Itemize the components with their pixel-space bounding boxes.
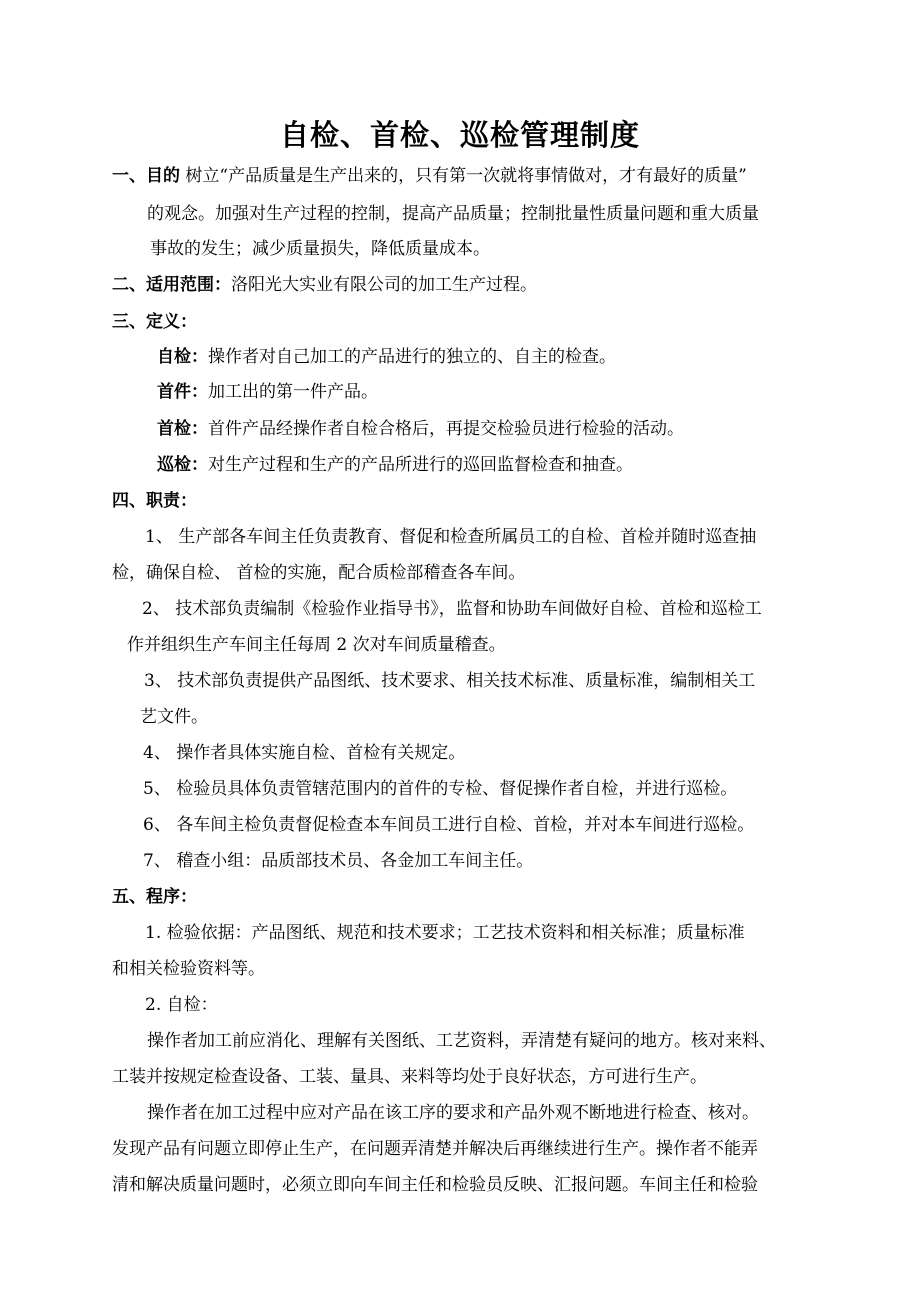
duty-line: 4、 操作者具体实施自检、首检有关规定。 bbox=[143, 743, 466, 763]
definition-text: 操作者对自己加工的产品进行的独立的、自主的检查。 bbox=[208, 347, 616, 367]
section-heading-definitions: 三、定义： bbox=[112, 312, 197, 332]
duty-line: 6、 各车间主检负责督促检查本车间员工进行自检、首检，并对本车间进行巡检。 bbox=[143, 815, 755, 835]
duty-line: 1、 生产部各车间主任负责教育、督促和检查所属员工的自检、首检并随时巡查抽 bbox=[145, 527, 757, 547]
duty-line: 2、 技术部负责编制《检验作业指导书》，监督和协助车间做好自检、首检和巡检工 bbox=[142, 599, 762, 619]
definition-first-check bbox=[157, 418, 684, 440]
scope-text: 洛阳光大实业有限公司的加工生产过程。 bbox=[231, 275, 537, 295]
definition-text: 加工出的第一件产品。 bbox=[208, 382, 378, 402]
purpose-line-2: 的观念。加强对生产过程的控制，提高产品质量；控制批量性质量问题和重大质量 bbox=[147, 204, 759, 224]
procedure-line: 工装并按规定检查设备、工装、量具、来料等均处于良好状态，方可进行生产。 bbox=[112, 1067, 707, 1087]
section-heading-procedure: 五、程序： bbox=[112, 887, 197, 907]
procedure-line: 发现产品有问题立即停止生产，在问题弄清楚并解决后再继续进行生产。操作者不能弄 bbox=[112, 1139, 758, 1159]
section-heading-purpose: 一、目的 bbox=[112, 166, 180, 186]
purpose-line-3: 事故的发生；减少质量损失，降低质量成本。 bbox=[150, 239, 490, 259]
page-title: 自检、首检、巡检管理制度 bbox=[279, 118, 640, 152]
definition-text: 首件产品经操作者自检合格后，再提交检验员进行检验的活动。 bbox=[208, 419, 684, 439]
procedure-line: 1. 检验依据：产品图纸、规范和技术要求；工艺技术资料和相关标准；质量标准 bbox=[145, 923, 745, 943]
purpose-line-1 bbox=[112, 165, 747, 187]
definition-term: 首检： bbox=[157, 419, 208, 439]
procedure-line: 2. 自检： bbox=[145, 995, 218, 1015]
definition-self-check bbox=[157, 346, 616, 368]
section-heading-scope: 二、适用范围： bbox=[112, 275, 231, 295]
definition-first-piece bbox=[157, 381, 378, 403]
definition-term: 自检： bbox=[157, 347, 208, 367]
section-heading-duties: 四、职责： bbox=[112, 491, 197, 511]
definition-term: 巡检： bbox=[157, 455, 208, 475]
procedure-line: 操作者加工前应消化、理解有关图纸、工艺资料，弄清楚有疑问的地方。核对来料、 bbox=[147, 1031, 776, 1051]
duty-line: 检，确保自检、 首检的实施，配合质检部稽查各车间。 bbox=[112, 563, 526, 583]
procedure-line: 操作者在加工过程中应对产品在该工序的要求和产品外观不断地进行检查、核对。 bbox=[147, 1103, 759, 1123]
duty-line: 作并组织生产车间主任每周 2 次对车间质量稽查。 bbox=[127, 635, 506, 655]
duty-line: 7、 稽查小组：品质部技术员、各金加工车间主任。 bbox=[143, 851, 534, 871]
definition-patrol-check bbox=[157, 454, 633, 476]
scope-line bbox=[112, 274, 537, 296]
duty-line: 5、 检验员具体负责管辖范围内的首件的专检、督促操作者自检，并进行巡检。 bbox=[143, 779, 738, 799]
duty-line: 艺文件。 bbox=[140, 707, 208, 727]
procedure-line: 和相关检验资料等。 bbox=[112, 959, 265, 979]
purpose-text-1: 树立“产品质量是生产出来的，只有第一次就将事情做对，才有最好的质量” bbox=[180, 166, 747, 186]
procedure-line: 清和解决质量问题时，必须立即向车间主任和检验员反映、汇报问题。车间主任和检验 bbox=[112, 1175, 758, 1195]
duty-line: 3、 技术部负责提供产品图纸、技术要求、相关技术标准、质量标准，编制相关工 bbox=[144, 671, 756, 691]
definition-term: 首件： bbox=[157, 382, 208, 402]
definition-text: 对生产过程和生产的产品所进行的巡回监督检查和抽查。 bbox=[208, 455, 633, 475]
